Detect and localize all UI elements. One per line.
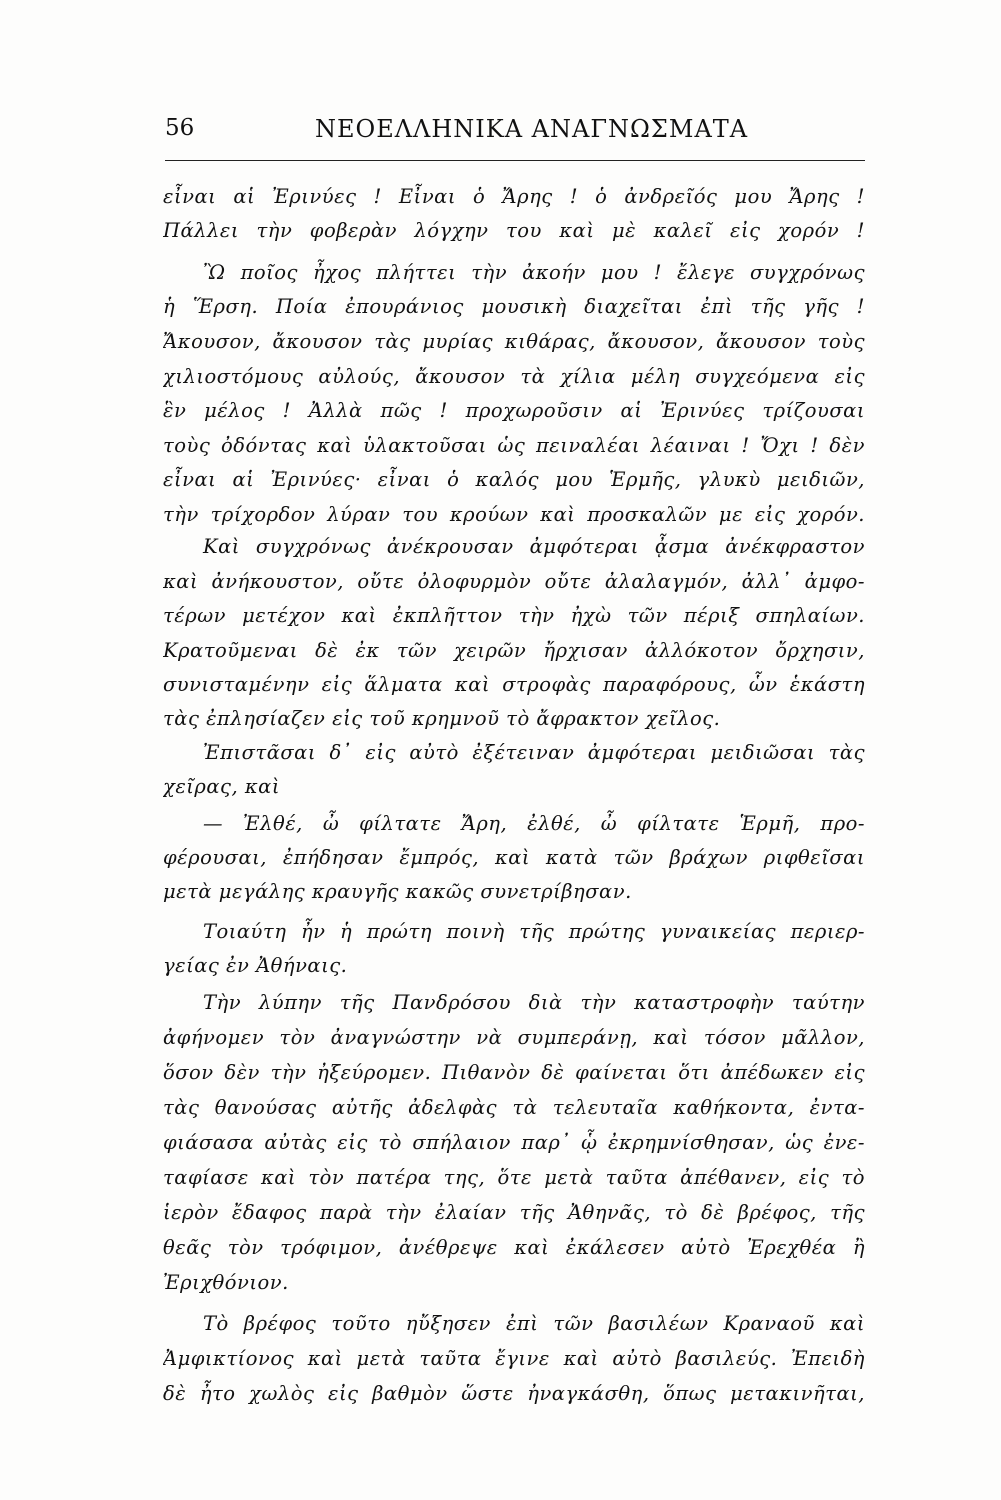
text-line: Ὢ ποῖος ἦχος πλήττει τὴν ἀκοήν μου ! ἔλεγε συγχρόνως bbox=[203, 261, 865, 284]
text-line: ἡ Ἕρση. Ποία ἐπουράνιος μουσικὴ διαχεῖται ἐπὶ τῆς γῆς ! bbox=[163, 295, 865, 318]
text-line: Τοιαύτη ἦν ἡ πρώτη ποινὴ τῆς πρώτης γυναικείας περιερ- bbox=[203, 920, 865, 943]
text-line: ὅσον δὲν τὴν ἠξεύρομεν. Πιθανὸν δὲ φαίνεται ὅτι ἀπέδωκεν εἰς bbox=[163, 1061, 865, 1084]
text-line: Πάλλει τὴν φοβερὰν λόγχην του καὶ μὲ καλεῖ εἰς χορόν ! bbox=[163, 219, 865, 242]
text-line: Ἐριχθόνιον. bbox=[163, 1271, 289, 1294]
text-line: εἶναι αἱ Ἐρινύες· εἶναι ὁ καλός μου Ἑρμῆς, γλυκὺ μειδιῶν, bbox=[163, 468, 865, 491]
text-line: δὲ ἦτο χωλὸς εἰς βαθμὸν ὥστε ἠναγκάσθη, ὅπως μετακινῆται, bbox=[163, 1382, 865, 1405]
page-number: 56 bbox=[165, 115, 195, 141]
text-line: Ἐπιστᾶσαι δ᾽ εἰς αὐτὸ ἐξέτειναν ἀμφότεραι μειδιῶσαι τὰς bbox=[203, 741, 865, 764]
text-line: χιλιοστόμους αὐλούς, ἄκουσον τὰ χίλια μέλη συγχεόμενα εἰς bbox=[163, 365, 865, 388]
text-line: ταφίασε καὶ τὸν πατέρα της, ὅτε μετὰ ταῦτα ἀπέθανεν, εἰς τὸ bbox=[163, 1166, 865, 1189]
text-line: Τὴν λύπην τῆς Πανδρόσου διὰ τὴν καταστροφὴν ταύτην bbox=[203, 991, 865, 1014]
text-line: τέρων μετέχον καὶ ἐκπλῆττον τὴν ἠχὼ τῶν πέριξ σπηλαίων. bbox=[163, 604, 865, 627]
text-line: καὶ ἀνήκουστον, οὔτε ὀλοφυρμὸν οὔτε ἀλαλαγμόν, ἀλλ᾽ ἀμφο- bbox=[163, 570, 865, 593]
running-title: ΝΕΟΕΛΛΗΝΙΚΑ ΑΝΑΓΝΩΣΜΑΤΑ bbox=[315, 115, 749, 143]
text-line: φέρουσαι, ἐπήδησαν ἔμπρός, καὶ κατὰ τῶν βράχων ριφθεῖσαι bbox=[163, 846, 865, 869]
text-line: χεῖρας, καὶ bbox=[163, 775, 280, 798]
text-line: Ἄκουσον, ἄκουσον τὰς μυρίας κιθάρας, ἄκουσον, ἄκουσον τοὺς bbox=[163, 330, 865, 353]
page-header bbox=[165, 115, 865, 155]
text-line: θεᾶς τὸν τρόφιμον, ἀνέθρεψε καὶ ἐκάλεσεν αὐτὸ Ἐρεχθέα ἢ bbox=[163, 1236, 865, 1259]
text-line: Ἀμφικτίονος καὶ μετὰ ταῦτα ἔγινε καὶ αὐτὸ βασιλεύς. Ἐπειδὴ bbox=[163, 1347, 865, 1370]
text-line: τὰς ἐπλησίαζεν εἰς τοῦ κρημνοῦ τὸ ἄφρακτον χεῖλος. bbox=[163, 707, 721, 730]
header-rule bbox=[165, 160, 865, 161]
text-line: γείας ἐν Ἀθήναις. bbox=[163, 954, 348, 977]
text-line: συνισταμένην εἰς ἅλματα καὶ στροφὰς παραφόρους, ὧν ἑκάστη bbox=[163, 673, 865, 696]
text-line: Καὶ συγχρόνως ἀνέκρουσαν ἀμφότεραι ᾆσμα ἀνέκφραστον bbox=[203, 535, 865, 558]
text-line: — Ἐλθέ, ὦ φίλτατε Ἄρη, ἐλθέ, ὦ φίλτατε Ἑρμῆ, προ- bbox=[203, 812, 865, 835]
text-line: ἓν μέλος ! Ἀλλὰ πῶς ! προχωροῦσιν αἱ Ἐρινύες τρίζουσαι bbox=[163, 399, 865, 422]
text-line: τὰς θανούσας αὐτῆς ἀδελφὰς τὰ τελευταῖα καθήκοντα, ἐντα- bbox=[163, 1096, 865, 1119]
text-line: ἱερὸν ἔδαφος παρὰ τὴν ἐλαίαν τῆς Ἀθηνᾶς, τὸ δὲ βρέφος, τῆς bbox=[163, 1201, 865, 1224]
text-line: ἀφήνομεν τὸν ἀναγνώστην νὰ συμπεράνῃ, καὶ τόσον μᾶλλον, bbox=[163, 1026, 865, 1049]
text-line: τοὺς ὀδόντας καὶ ὑλακτοῦσαι ὡς πειναλέαι λέαιναι ! Ὄχι ! δὲν bbox=[163, 434, 865, 457]
text-line: τὴν τρίχορδον λύραν του κρούων καὶ προσκαλῶν με εἰς χορόν. bbox=[163, 503, 865, 526]
text-line: μετὰ μεγάλης κραυγῆς κακῶς συνετρίβησαν. bbox=[163, 880, 632, 903]
text-line: Τὸ βρέφος τοῦτο ηὔξησεν ἐπὶ τῶν βασιλέων Κραναοῦ καὶ bbox=[203, 1312, 865, 1335]
text-line: φιάσασα αὐτὰς εἰς τὸ σπήλαιον παρ᾽ ᾧ ἐκρημνίσθησαν, ὡς ἐνε- bbox=[163, 1131, 865, 1154]
text-line: Κρατοῦμεναι δὲ ἐκ τῶν χειρῶν ἤρχισαν ἀλλόκοτον ὄρχησιν, bbox=[163, 639, 865, 662]
text-line: εἶναι αἱ Ἐρινύες ! Εἶναι ὁ Ἄρης ! ὁ ἀνδρεῖός μου Ἄρης ! bbox=[163, 185, 865, 208]
